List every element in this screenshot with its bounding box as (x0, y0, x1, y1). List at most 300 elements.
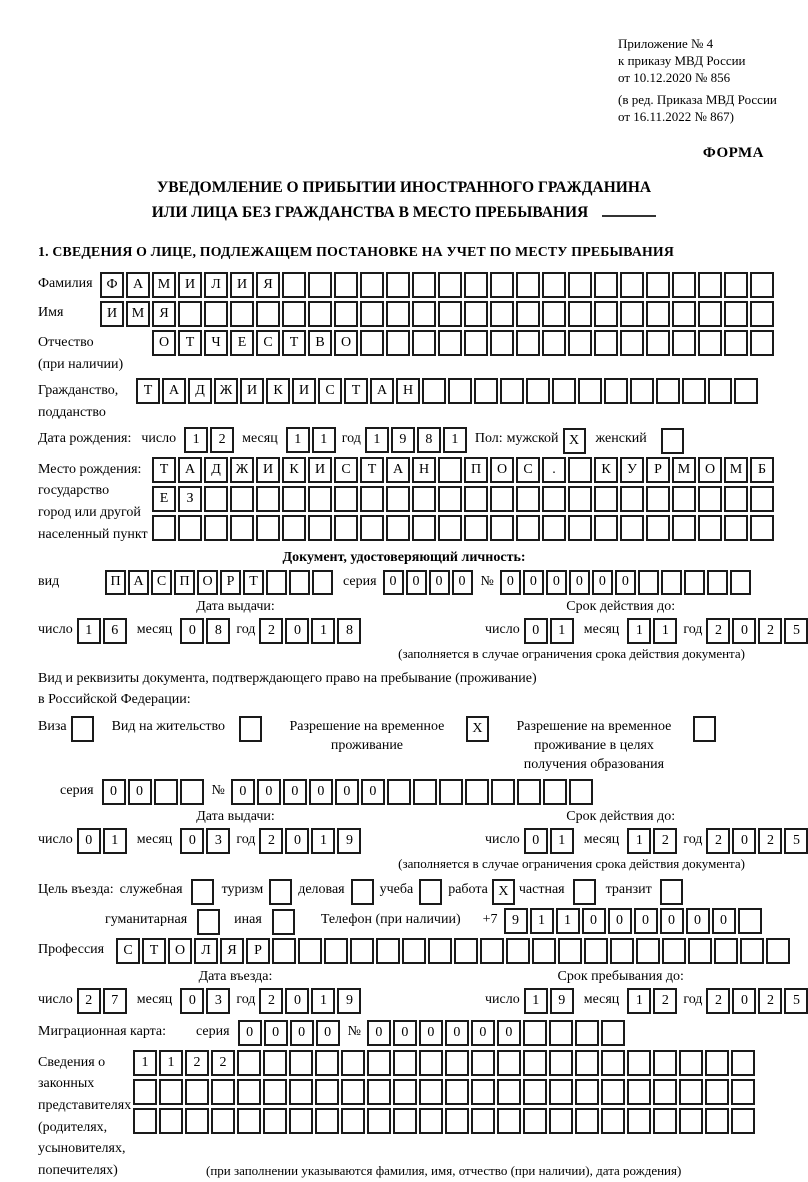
char-cell[interactable]: 0 (500, 570, 521, 595)
char-cell[interactable]: 2 (706, 988, 730, 1014)
char-cell[interactable] (731, 1108, 755, 1134)
char-cell[interactable] (272, 938, 296, 964)
char-cell[interactable]: Р (646, 457, 670, 483)
char-cell[interactable]: Н (412, 457, 436, 483)
char-cell[interactable] (578, 378, 602, 404)
char-cell[interactable]: 1 (524, 988, 548, 1014)
char-cell[interactable]: 2 (758, 828, 782, 854)
char-cell[interactable]: 2 (77, 988, 101, 1014)
char-cell[interactable]: А (386, 457, 410, 483)
char-cell[interactable]: 0 (523, 570, 544, 595)
char-cell[interactable] (438, 301, 462, 327)
char-cell[interactable] (204, 301, 228, 327)
char-cell[interactable]: М (126, 301, 150, 327)
char-cell[interactable]: 0 (452, 570, 473, 595)
char-cell[interactable]: И (230, 272, 254, 298)
char-cell[interactable] (594, 301, 618, 327)
char-cell[interactable]: 1 (103, 828, 127, 854)
char-cell[interactable] (627, 1108, 651, 1134)
char-cell[interactable] (646, 301, 670, 327)
char-cell[interactable] (445, 1108, 469, 1134)
purpose-other-checkbox[interactable] (272, 909, 295, 935)
char-cell[interactable] (237, 1079, 261, 1105)
char-cell[interactable] (263, 1050, 287, 1076)
char-cell[interactable] (360, 330, 384, 356)
char-cell[interactable] (308, 301, 332, 327)
char-cell[interactable] (542, 272, 566, 298)
char-cell[interactable]: О (168, 938, 192, 964)
char-cell[interactable]: С (318, 378, 342, 404)
char-cell[interactable]: 2 (259, 618, 283, 644)
char-cell[interactable]: 0 (524, 828, 548, 854)
char-cell[interactable]: О (197, 570, 218, 595)
char-cell[interactable] (180, 779, 204, 805)
char-cell[interactable] (568, 272, 592, 298)
char-cell[interactable] (679, 1050, 703, 1076)
char-cell[interactable] (568, 457, 592, 483)
char-cell[interactable] (490, 301, 514, 327)
char-cell[interactable] (315, 1108, 339, 1134)
char-cell[interactable] (558, 938, 582, 964)
char-cell[interactable]: И (178, 272, 202, 298)
char-cell[interactable] (465, 779, 489, 805)
char-cell[interactable]: Ч (204, 330, 228, 356)
char-cell[interactable]: 0 (335, 779, 359, 805)
char-cell[interactable]: 0 (546, 570, 567, 595)
char-cell[interactable] (419, 1050, 443, 1076)
char-cell[interactable] (516, 301, 540, 327)
char-cell[interactable]: 2 (758, 618, 782, 644)
char-cell[interactable]: О (698, 457, 722, 483)
char-cell[interactable] (386, 330, 410, 356)
char-cell[interactable]: 3 (206, 988, 230, 1014)
char-cell[interactable] (698, 330, 722, 356)
char-cell[interactable] (211, 1108, 235, 1134)
char-cell[interactable]: С (516, 457, 540, 483)
char-cell[interactable]: 2 (758, 988, 782, 1014)
char-cell[interactable] (684, 570, 705, 595)
char-cell[interactable]: А (128, 570, 149, 595)
char-cell[interactable]: 0 (712, 908, 736, 934)
char-cell[interactable] (464, 515, 488, 541)
char-cell[interactable] (750, 330, 774, 356)
char-cell[interactable]: 0 (497, 1020, 521, 1046)
char-cell[interactable] (620, 515, 644, 541)
char-cell[interactable] (638, 570, 659, 595)
char-cell[interactable] (230, 515, 254, 541)
char-cell[interactable] (679, 1108, 703, 1134)
char-cell[interactable] (705, 1108, 729, 1134)
char-cell[interactable]: А (370, 378, 394, 404)
char-cell[interactable] (308, 515, 332, 541)
char-cell[interactable]: 0 (231, 779, 255, 805)
char-cell[interactable]: 0 (128, 779, 152, 805)
char-cell[interactable] (708, 378, 732, 404)
char-cell[interactable]: 5 (784, 618, 808, 644)
char-cell[interactable] (367, 1108, 391, 1134)
char-cell[interactable] (620, 272, 644, 298)
char-cell[interactable] (471, 1108, 495, 1134)
char-cell[interactable]: Д (188, 378, 212, 404)
char-cell[interactable] (412, 272, 436, 298)
char-cell[interactable] (601, 1108, 625, 1134)
char-cell[interactable]: Р (246, 938, 270, 964)
char-cell[interactable] (672, 301, 696, 327)
char-cell[interactable]: 1 (311, 618, 335, 644)
char-cell[interactable] (714, 938, 738, 964)
char-cell[interactable] (601, 1050, 625, 1076)
char-cell[interactable] (445, 1050, 469, 1076)
char-cell[interactable]: 0 (524, 618, 548, 644)
char-cell[interactable] (731, 1079, 755, 1105)
char-cell[interactable]: Я (220, 938, 244, 964)
char-cell[interactable] (568, 515, 592, 541)
char-cell[interactable]: Т (136, 378, 160, 404)
char-cell[interactable] (393, 1079, 417, 1105)
char-cell[interactable]: С (151, 570, 172, 595)
char-cell[interactable] (672, 272, 696, 298)
char-cell[interactable]: 0 (686, 908, 710, 934)
char-cell[interactable]: 1 (286, 427, 310, 453)
char-cell[interactable] (731, 1050, 755, 1076)
char-cell[interactable] (646, 330, 670, 356)
char-cell[interactable]: 0 (180, 828, 204, 854)
char-cell[interactable]: И (100, 301, 124, 327)
char-cell[interactable] (422, 378, 446, 404)
char-cell[interactable] (523, 1108, 547, 1134)
char-cell[interactable] (491, 779, 515, 805)
char-cell[interactable] (646, 515, 670, 541)
char-cell[interactable]: 0 (406, 570, 427, 595)
char-cell[interactable] (289, 1079, 313, 1105)
sex-male-checkbox[interactable]: X (563, 428, 586, 454)
char-cell[interactable]: 9 (504, 908, 528, 934)
char-cell[interactable] (445, 1079, 469, 1105)
char-cell[interactable] (419, 1108, 443, 1134)
char-cell[interactable] (523, 1050, 547, 1076)
char-cell[interactable]: З (178, 486, 202, 512)
char-cell[interactable]: 9 (391, 427, 415, 453)
char-cell[interactable] (568, 301, 592, 327)
char-cell[interactable] (646, 486, 670, 512)
char-cell[interactable] (438, 486, 462, 512)
char-cell[interactable]: 9 (337, 828, 361, 854)
char-cell[interactable] (724, 272, 748, 298)
char-cell[interactable] (646, 272, 670, 298)
char-cell[interactable] (393, 1108, 417, 1134)
char-cell[interactable] (549, 1020, 573, 1046)
purpose-private-checkbox[interactable] (573, 879, 596, 905)
char-cell[interactable]: Т (360, 457, 384, 483)
char-cell[interactable]: 1 (311, 828, 335, 854)
char-cell[interactable] (549, 1079, 573, 1105)
char-cell[interactable] (636, 938, 660, 964)
char-cell[interactable]: 0 (608, 908, 632, 934)
char-cell[interactable] (471, 1079, 495, 1105)
char-cell[interactable] (133, 1079, 157, 1105)
char-cell[interactable]: Ж (214, 378, 238, 404)
char-cell[interactable] (438, 272, 462, 298)
char-cell[interactable] (402, 938, 426, 964)
char-cell[interactable] (289, 1108, 313, 1134)
char-cell[interactable] (230, 486, 254, 512)
char-cell[interactable] (740, 938, 764, 964)
char-cell[interactable]: И (240, 378, 264, 404)
char-cell[interactable] (263, 1079, 287, 1105)
char-cell[interactable]: 0 (429, 570, 450, 595)
char-cell[interactable]: 1 (653, 618, 677, 644)
char-cell[interactable] (584, 938, 608, 964)
char-cell[interactable] (360, 272, 384, 298)
char-cell[interactable] (575, 1108, 599, 1134)
char-cell[interactable] (604, 378, 628, 404)
char-cell[interactable]: 2 (706, 618, 730, 644)
char-cell[interactable]: И (292, 378, 316, 404)
temp-residence-edu-checkbox[interactable] (693, 716, 716, 742)
char-cell[interactable] (341, 1050, 365, 1076)
char-cell[interactable] (730, 570, 751, 595)
char-cell[interactable] (594, 272, 618, 298)
char-cell[interactable]: И (308, 457, 332, 483)
char-cell[interactable] (315, 1079, 339, 1105)
char-cell[interactable] (185, 1079, 209, 1105)
char-cell[interactable]: 1 (159, 1050, 183, 1076)
char-cell[interactable] (627, 1079, 651, 1105)
char-cell[interactable]: П (105, 570, 126, 595)
char-cell[interactable]: 0 (180, 618, 204, 644)
char-cell[interactable]: Т (344, 378, 368, 404)
char-cell[interactable] (386, 301, 410, 327)
char-cell[interactable] (516, 272, 540, 298)
char-cell[interactable] (324, 938, 348, 964)
char-cell[interactable]: С (256, 330, 280, 356)
char-cell[interactable] (724, 301, 748, 327)
char-cell[interactable] (575, 1020, 599, 1046)
char-cell[interactable] (750, 301, 774, 327)
char-cell[interactable] (698, 272, 722, 298)
char-cell[interactable]: 0 (285, 618, 309, 644)
char-cell[interactable] (412, 301, 436, 327)
char-cell[interactable] (543, 779, 567, 805)
char-cell[interactable] (438, 330, 462, 356)
char-cell[interactable]: 0 (634, 908, 658, 934)
char-cell[interactable] (653, 1079, 677, 1105)
char-cell[interactable] (185, 1108, 209, 1134)
char-cell[interactable]: Н (396, 378, 420, 404)
char-cell[interactable]: Ф (100, 272, 124, 298)
char-cell[interactable]: 7 (103, 988, 127, 1014)
char-cell[interactable]: 0 (592, 570, 613, 595)
char-cell[interactable] (178, 301, 202, 327)
char-cell[interactable] (341, 1108, 365, 1134)
char-cell[interactable]: Р (220, 570, 241, 595)
char-cell[interactable]: Е (230, 330, 254, 356)
char-cell[interactable] (682, 378, 706, 404)
char-cell[interactable] (438, 515, 462, 541)
char-cell[interactable]: М (724, 457, 748, 483)
char-cell[interactable]: Ж (230, 457, 254, 483)
char-cell[interactable] (620, 486, 644, 512)
char-cell[interactable]: 8 (337, 618, 361, 644)
char-cell[interactable] (656, 378, 680, 404)
char-cell[interactable]: А (178, 457, 202, 483)
char-cell[interactable] (454, 938, 478, 964)
char-cell[interactable]: 0 (660, 908, 684, 934)
char-cell[interactable]: 1 (443, 427, 467, 453)
char-cell[interactable]: О (490, 457, 514, 483)
char-cell[interactable] (152, 515, 176, 541)
char-cell[interactable] (159, 1079, 183, 1105)
char-cell[interactable] (497, 1079, 521, 1105)
char-cell[interactable] (610, 938, 634, 964)
char-cell[interactable]: М (152, 272, 176, 298)
char-cell[interactable]: 0 (615, 570, 636, 595)
char-cell[interactable]: 1 (550, 828, 574, 854)
char-cell[interactable] (601, 1020, 625, 1046)
char-cell[interactable] (237, 1050, 261, 1076)
char-cell[interactable] (526, 378, 550, 404)
char-cell[interactable] (315, 1050, 339, 1076)
char-cell[interactable]: А (126, 272, 150, 298)
char-cell[interactable] (516, 515, 540, 541)
char-cell[interactable]: Т (152, 457, 176, 483)
char-cell[interactable]: П (174, 570, 195, 595)
char-cell[interactable]: Л (204, 272, 228, 298)
char-cell[interactable]: И (256, 457, 280, 483)
char-cell[interactable] (724, 330, 748, 356)
char-cell[interactable] (282, 486, 306, 512)
char-cell[interactable] (178, 515, 202, 541)
char-cell[interactable] (500, 378, 524, 404)
char-cell[interactable] (575, 1079, 599, 1105)
char-cell[interactable] (698, 515, 722, 541)
char-cell[interactable]: Д (204, 457, 228, 483)
char-cell[interactable] (724, 486, 748, 512)
char-cell[interactable] (542, 301, 566, 327)
char-cell[interactable]: 0 (383, 570, 404, 595)
char-cell[interactable]: Т (282, 330, 306, 356)
char-cell[interactable] (705, 1050, 729, 1076)
char-cell[interactable] (552, 378, 576, 404)
char-cell[interactable]: Б (750, 457, 774, 483)
char-cell[interactable] (750, 515, 774, 541)
char-cell[interactable]: 0 (180, 988, 204, 1014)
char-cell[interactable]: Т (243, 570, 264, 595)
char-cell[interactable]: 2 (259, 828, 283, 854)
char-cell[interactable]: 5 (784, 988, 808, 1014)
char-cell[interactable]: 1 (627, 618, 651, 644)
char-cell[interactable] (282, 301, 306, 327)
char-cell[interactable]: К (266, 378, 290, 404)
char-cell[interactable] (627, 1050, 651, 1076)
char-cell[interactable]: А (162, 378, 186, 404)
char-cell[interactable] (532, 938, 556, 964)
char-cell[interactable] (474, 378, 498, 404)
char-cell[interactable] (439, 779, 463, 805)
char-cell[interactable] (133, 1108, 157, 1134)
purpose-official-checkbox[interactable] (191, 879, 214, 905)
char-cell[interactable] (334, 515, 358, 541)
char-cell[interactable] (312, 570, 333, 595)
char-cell[interactable] (738, 908, 762, 934)
char-cell[interactable]: 1 (184, 427, 208, 453)
char-cell[interactable] (334, 272, 358, 298)
char-cell[interactable] (497, 1050, 521, 1076)
char-cell[interactable]: 0 (77, 828, 101, 854)
char-cell[interactable] (506, 938, 530, 964)
char-cell[interactable] (662, 938, 686, 964)
char-cell[interactable]: 0 (257, 779, 281, 805)
char-cell[interactable] (672, 330, 696, 356)
purpose-business-checkbox[interactable] (351, 879, 374, 905)
residence-permit-checkbox[interactable] (239, 716, 262, 742)
temp-residence-checkbox[interactable]: X (466, 716, 489, 742)
char-cell[interactable]: 3 (206, 828, 230, 854)
char-cell[interactable] (698, 301, 722, 327)
char-cell[interactable] (412, 330, 436, 356)
char-cell[interactable]: П (464, 457, 488, 483)
purpose-study-checkbox[interactable] (419, 879, 442, 905)
char-cell[interactable]: 2 (211, 1050, 235, 1076)
char-cell[interactable] (542, 330, 566, 356)
char-cell[interactable]: О (334, 330, 358, 356)
char-cell[interactable]: 0 (285, 988, 309, 1014)
char-cell[interactable]: 1 (133, 1050, 157, 1076)
char-cell[interactable]: 9 (337, 988, 361, 1014)
char-cell[interactable] (672, 486, 696, 512)
char-cell[interactable]: Т (178, 330, 202, 356)
char-cell[interactable] (387, 779, 411, 805)
char-cell[interactable]: 0 (238, 1020, 262, 1046)
char-cell[interactable] (211, 1079, 235, 1105)
char-cell[interactable] (237, 1108, 261, 1134)
char-cell[interactable]: У (620, 457, 644, 483)
char-cell[interactable] (672, 515, 696, 541)
char-cell[interactable] (386, 515, 410, 541)
char-cell[interactable] (653, 1050, 677, 1076)
char-cell[interactable]: 0 (445, 1020, 469, 1046)
char-cell[interactable]: Л (194, 938, 218, 964)
char-cell[interactable]: 1 (627, 988, 651, 1014)
char-cell[interactable] (204, 486, 228, 512)
char-cell[interactable] (490, 272, 514, 298)
char-cell[interactable] (471, 1050, 495, 1076)
purpose-work-checkbox[interactable]: X (492, 879, 515, 905)
char-cell[interactable] (620, 330, 644, 356)
char-cell[interactable] (282, 515, 306, 541)
char-cell[interactable]: 0 (569, 570, 590, 595)
char-cell[interactable] (393, 1050, 417, 1076)
char-cell[interactable] (367, 1050, 391, 1076)
char-cell[interactable] (230, 301, 254, 327)
char-cell[interactable]: 0 (393, 1020, 417, 1046)
char-cell[interactable] (256, 301, 280, 327)
char-cell[interactable] (734, 378, 758, 404)
char-cell[interactable]: 1 (550, 618, 574, 644)
char-cell[interactable] (750, 272, 774, 298)
char-cell[interactable] (448, 378, 472, 404)
char-cell[interactable] (464, 272, 488, 298)
char-cell[interactable]: 1 (311, 988, 335, 1014)
char-cell[interactable]: 0 (361, 779, 385, 805)
char-cell[interactable]: С (116, 938, 140, 964)
char-cell[interactable]: Я (256, 272, 280, 298)
char-cell[interactable] (308, 486, 332, 512)
char-cell[interactable] (386, 272, 410, 298)
char-cell[interactable]: 6 (103, 618, 127, 644)
char-cell[interactable]: М (672, 457, 696, 483)
char-cell[interactable]: Т (142, 938, 166, 964)
